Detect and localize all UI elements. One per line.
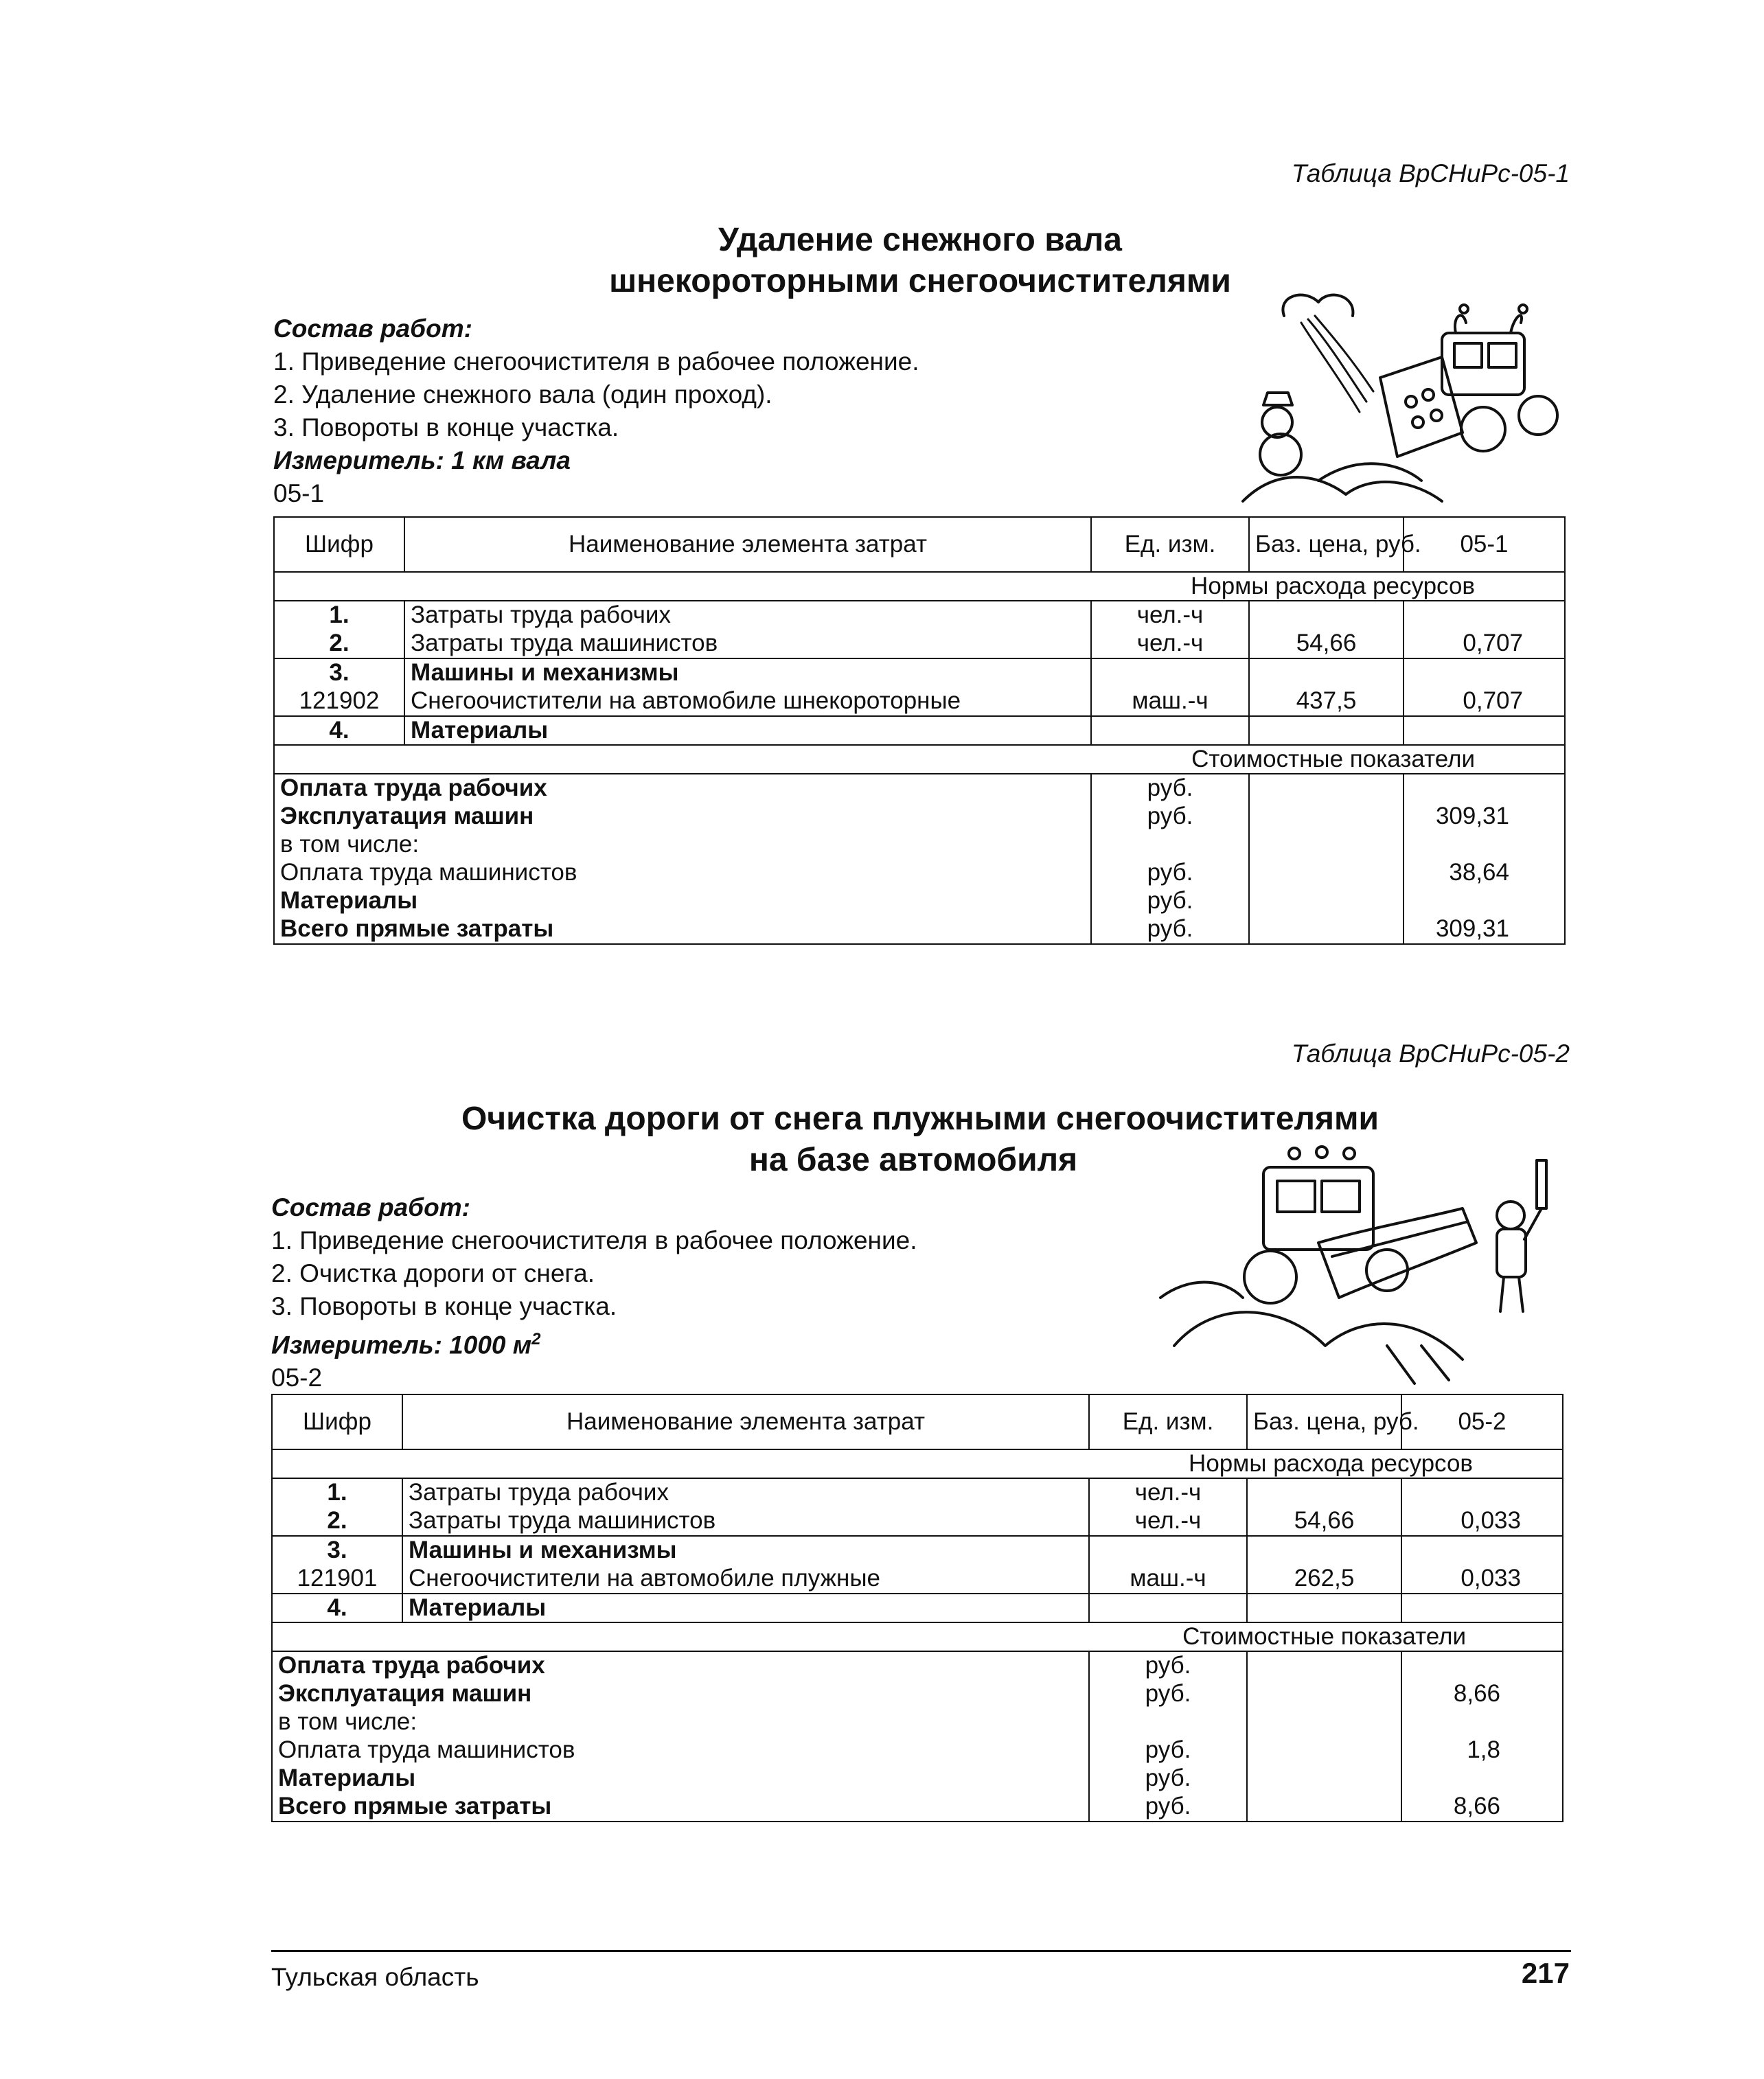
cost-name: Материалы	[280, 887, 418, 914]
header-cipher: Шифр	[274, 517, 404, 572]
work-label: Состав работ:	[271, 1193, 470, 1221]
work-item: 1. Приведение снегоочистителя в рабочее положение.	[273, 347, 919, 376]
cost-unit: руб.	[1147, 803, 1193, 829]
cost-unit: руб.	[1147, 915, 1193, 942]
cost-value: 8,66	[1453, 1793, 1500, 1819]
row-price	[1253, 1537, 1395, 1565]
row-name-cell	[402, 1478, 1089, 1536]
row-unit-cell	[1091, 658, 1249, 716]
cost-rows	[272, 1651, 1563, 1822]
cost-unit: руб.	[1147, 774, 1193, 801]
row-num: 3.	[327, 1537, 347, 1563]
footer-region: Тульская область	[271, 1963, 479, 1991]
row-num-cell	[274, 601, 404, 658]
row-name-cell	[404, 658, 1091, 716]
row-value-cell	[1404, 601, 1565, 658]
row-price	[1247, 1594, 1401, 1622]
row-unit-cell	[1089, 1478, 1247, 1536]
row-value	[1401, 1594, 1563, 1622]
row-value: 0,707	[1463, 687, 1523, 714]
row-price: 54,66	[1296, 630, 1357, 656]
cost-name: Оплата труда машинистов	[278, 1736, 575, 1763]
cost-name: Материалы	[278, 1765, 416, 1791]
section-row	[272, 1449, 1563, 1478]
row-name: Затраты труда машинистов	[409, 1507, 716, 1534]
row-price: 54,66	[1294, 1507, 1355, 1534]
row-price	[1255, 601, 1397, 630]
cost-name: Оплата труда рабочих	[280, 774, 547, 801]
work-composition	[271, 1191, 917, 1394]
cost-value-cell	[1404, 774, 1565, 944]
row-unit: чел.-ч	[1136, 630, 1204, 656]
row-value: 0,707	[1463, 630, 1523, 656]
table-code: 05-1	[273, 479, 325, 507]
cost-value: 8,66	[1453, 1680, 1500, 1707]
row-num: 121901	[297, 1565, 378, 1592]
table-row-group	[272, 1478, 1563, 1536]
section-row	[272, 1622, 1563, 1651]
row-price-cell	[1247, 1536, 1401, 1594]
cost-unit	[1097, 831, 1243, 859]
table-row-group	[274, 658, 1565, 716]
cost-unit: руб.	[1145, 1680, 1191, 1707]
row-value-cell	[1404, 658, 1565, 716]
table-header-row	[274, 517, 1565, 572]
row-value: 0,033	[1461, 1507, 1521, 1534]
cost-value	[1408, 1765, 1500, 1793]
cost-unit-cell	[1091, 774, 1249, 944]
row-value	[1408, 1537, 1521, 1565]
row-unit: чел.-ч	[1134, 1507, 1202, 1534]
row-value	[1410, 659, 1523, 687]
footer-divider	[271, 1950, 1571, 1952]
row-price-cell	[1249, 658, 1404, 716]
cost-name: Эксплуатация машин	[280, 803, 534, 829]
resource-table	[271, 1394, 1563, 1822]
cost-value	[1410, 887, 1509, 915]
row-name: Затраты труда рабочих	[411, 601, 671, 628]
row-value: 0,033	[1461, 1565, 1521, 1592]
row-price	[1255, 659, 1397, 687]
cost-value	[1410, 831, 1509, 859]
row-price: 262,5	[1294, 1565, 1355, 1592]
header-unit: Ед. изм.	[1091, 517, 1249, 572]
row-name: Машины и механизмы	[411, 659, 679, 686]
cost-name: Всего прямые затраты	[280, 915, 554, 942]
table-number: Таблица ВрСНиРс-05-2	[1291, 1040, 1570, 1068]
cost-name-cell	[274, 774, 1091, 944]
cost-unit-cell	[1089, 1651, 1247, 1822]
cost-price-cell	[1247, 1651, 1401, 1822]
header-cipher: Шифр	[272, 1394, 402, 1449]
row-unit-cell	[1089, 1536, 1247, 1594]
cost-unit: руб.	[1145, 1765, 1191, 1791]
row-name: Снегоочистители на автомобиле шнекороторные	[411, 687, 961, 714]
resource-table	[273, 516, 1566, 945]
title-line: на базе автомобиля	[748, 1142, 1078, 1178]
cost-value	[1410, 774, 1509, 803]
cost-unit: руб.	[1147, 859, 1193, 886]
cost-unit: руб.	[1145, 1736, 1191, 1763]
cost-name: в том числе:	[280, 831, 420, 858]
header-name: Наименование элемента затрат	[402, 1394, 1089, 1449]
cost-label: Стоимостные показатели	[274, 745, 1565, 774]
row-price	[1253, 1479, 1395, 1507]
cost-value: 38,64	[1449, 859, 1509, 886]
row-name: Машины и механизмы	[409, 1537, 677, 1563]
row-name: Затраты труда машинистов	[411, 630, 718, 656]
cost-value-cell	[1401, 1651, 1563, 1822]
work-composition	[273, 312, 919, 510]
row-name: Затраты труда рабочих	[409, 1479, 669, 1506]
measure-sup: 2	[531, 1330, 541, 1348]
measure-unit	[271, 1323, 917, 1362]
table-row-group	[274, 601, 1565, 658]
header-unit: Ед. изм.	[1089, 1394, 1247, 1449]
row-value	[1410, 601, 1523, 630]
row-num: 4.	[272, 1594, 402, 1622]
measure-unit: Измеритель: 1 км вала	[273, 446, 571, 474]
section-row	[274, 745, 1565, 774]
cost-rows	[274, 774, 1565, 944]
title-line: Удаление снежного вала	[718, 222, 1122, 258]
cost-value: 309,31	[1435, 803, 1509, 829]
row-price-cell	[1249, 601, 1404, 658]
row-num: 4.	[274, 716, 404, 745]
cost-price-cell	[1249, 774, 1404, 944]
title-line: Очистка дороги от снега плужными снегоочистителями	[461, 1101, 1379, 1137]
cost-name-cell	[272, 1651, 1089, 1822]
row-name-cell	[402, 1536, 1089, 1594]
row-price-cell	[1247, 1478, 1401, 1536]
header-price: Баз. цена, руб.	[1247, 1394, 1401, 1449]
row-num: 1.	[329, 601, 350, 628]
work-item: 3. Повороты в конце участка.	[273, 413, 619, 441]
norms-label: Нормы расхода ресурсов	[272, 1449, 1563, 1478]
row-price: 437,5	[1296, 687, 1357, 714]
work-item: 3. Повороты в конце участка.	[271, 1292, 617, 1320]
row-num: 2.	[327, 1507, 347, 1534]
header-code: 05-2	[1401, 1394, 1563, 1449]
table-row	[272, 1594, 1563, 1622]
row-unit: чел.-ч	[1134, 1479, 1202, 1506]
row-num: 1.	[327, 1479, 347, 1506]
row-num: 2.	[329, 630, 350, 656]
row-value-cell	[1401, 1536, 1563, 1594]
row-unit: чел.-ч	[1136, 601, 1204, 628]
row-value	[1404, 716, 1565, 745]
page-number: 217	[1521, 1957, 1570, 1989]
cost-unit: руб.	[1147, 887, 1193, 914]
row-name: Материалы	[402, 1594, 1089, 1622]
table-code: 05-2	[271, 1364, 323, 1392]
cost-name: Оплата труда машинистов	[280, 859, 577, 886]
row-unit	[1089, 1594, 1247, 1622]
row-unit: маш.-ч	[1130, 1565, 1206, 1592]
row-num: 121902	[299, 687, 380, 714]
header-price: Баз. цена, руб.	[1249, 517, 1404, 572]
row-unit	[1095, 1537, 1241, 1565]
row-unit	[1097, 659, 1243, 687]
section-row	[274, 572, 1565, 601]
row-name: Материалы	[404, 716, 1091, 745]
row-unit	[1091, 716, 1249, 745]
measure-text: Измеритель: 1000 м	[271, 1331, 532, 1359]
cost-name: Всего прямые затраты	[278, 1793, 552, 1819]
table-row	[274, 716, 1565, 745]
table-header-row	[272, 1394, 1563, 1449]
snowblower-illustration	[1236, 275, 1566, 508]
title-line: шнекороторными снегоочистителями	[609, 263, 1231, 299]
cost-unit	[1095, 1708, 1241, 1736]
cost-value: 309,31	[1435, 915, 1509, 942]
norms-label: Нормы расхода ресурсов	[274, 572, 1565, 601]
cost-unit: руб.	[1145, 1793, 1191, 1819]
row-num-cell	[272, 1478, 402, 1536]
cost-value: 1,8	[1467, 1736, 1500, 1763]
cost-value	[1408, 1652, 1500, 1680]
row-num-cell	[274, 658, 404, 716]
work-item: 2. Очистка дороги от снега.	[271, 1259, 595, 1287]
table-number: Таблица ВрСНиРс-05-1	[1291, 159, 1570, 187]
cost-label: Стоимостные показатели	[272, 1622, 1563, 1651]
row-price	[1249, 716, 1404, 745]
row-num: 3.	[329, 659, 350, 686]
cost-value	[1408, 1708, 1500, 1736]
cost-name: Эксплуатация машин	[278, 1680, 532, 1707]
cost-name: в том числе:	[278, 1708, 417, 1735]
cost-unit: руб.	[1145, 1652, 1191, 1679]
snowplow-illustration	[1160, 1140, 1559, 1387]
row-unit: маш.-ч	[1132, 687, 1209, 714]
table-row-group	[272, 1536, 1563, 1594]
row-value	[1408, 1479, 1521, 1507]
header-code: 05-1	[1404, 517, 1565, 572]
row-name: Снегоочистители на автомобиле плужные	[409, 1565, 881, 1592]
row-value-cell	[1401, 1478, 1563, 1536]
work-label: Состав работ:	[273, 314, 472, 343]
row-name-cell	[404, 601, 1091, 658]
row-unit-cell	[1091, 601, 1249, 658]
row-num-cell	[272, 1536, 402, 1594]
cost-name: Оплата труда рабочих	[278, 1652, 545, 1679]
work-item: 2. Удаление снежного вала (один проход).	[273, 380, 772, 409]
header-name: Наименование элемента затрат	[404, 517, 1091, 572]
work-item: 1. Приведение снегоочистителя в рабочее положение.	[271, 1226, 917, 1254]
